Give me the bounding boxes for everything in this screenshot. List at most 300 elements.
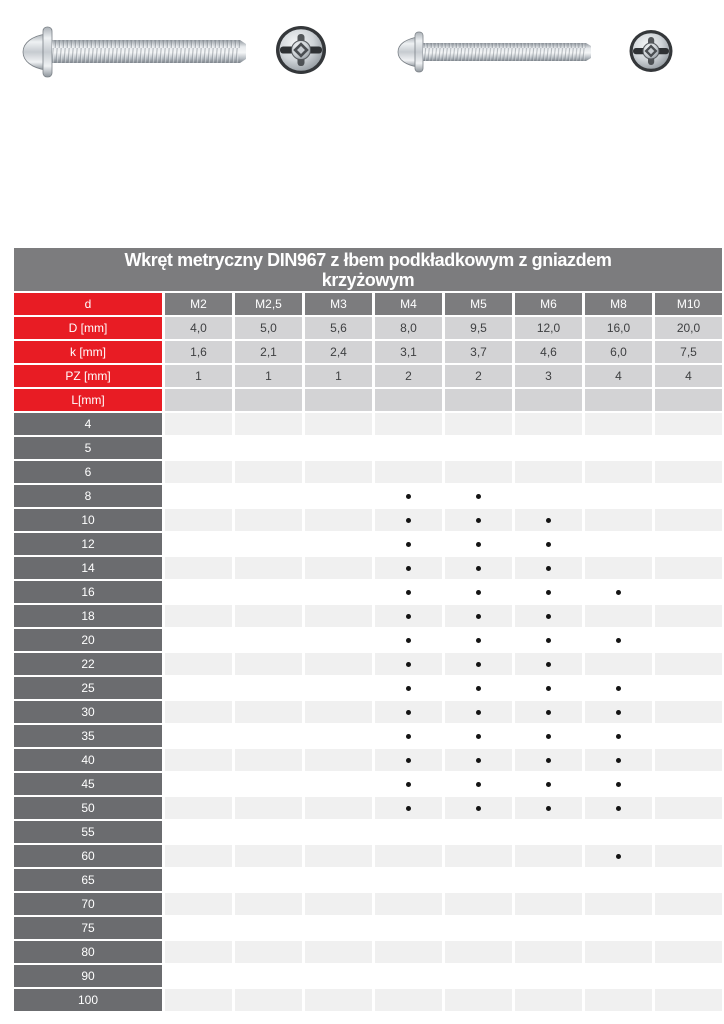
availability-cell	[655, 629, 722, 651]
availability-cell	[375, 845, 442, 867]
availability-dot	[406, 758, 411, 763]
availability-cell	[585, 749, 652, 771]
length-row-label: 12	[14, 533, 162, 555]
pozidriv-head-photo-right	[628, 28, 674, 74]
availability-cell	[585, 965, 652, 987]
availability-dot	[406, 542, 411, 547]
availability-dot	[546, 662, 551, 667]
availability-cell	[515, 749, 582, 771]
availability-cell	[165, 701, 232, 723]
spec-row-label: L[mm]	[14, 389, 162, 411]
length-row	[14, 677, 722, 699]
spec-row-label: d	[14, 293, 162, 315]
spec-value-cell: 16,0	[585, 317, 652, 339]
availability-cell	[305, 893, 372, 915]
length-row	[14, 893, 722, 915]
spec-value-cell: 4	[655, 365, 722, 387]
availability-cell	[585, 773, 652, 795]
availability-dot	[546, 710, 551, 715]
length-row-label: 60	[14, 845, 162, 867]
length-row	[14, 533, 722, 555]
availability-cell	[165, 653, 232, 675]
availability-cell	[305, 509, 372, 531]
availability-cell	[585, 941, 652, 963]
spec-value-cell: 6,0	[585, 341, 652, 363]
availability-cell	[445, 965, 512, 987]
availability-cell	[585, 509, 652, 531]
availability-cell	[445, 437, 512, 459]
availability-cell	[655, 533, 722, 555]
availability-dot	[476, 686, 481, 691]
spec-value-cell: 5,6	[305, 317, 372, 339]
spec-value-cell: 1,6	[165, 341, 232, 363]
availability-dot	[476, 710, 481, 715]
length-row-label: 40	[14, 749, 162, 771]
spec-value-cell: 3,1	[375, 341, 442, 363]
availability-cell	[165, 557, 232, 579]
length-row-label: 65	[14, 869, 162, 891]
availability-dot	[546, 686, 551, 691]
length-row	[14, 917, 722, 939]
availability-cell	[305, 989, 372, 1011]
spec-value-cell: 20,0	[655, 317, 722, 339]
length-row-label: 14	[14, 557, 162, 579]
table-title	[14, 248, 722, 291]
availability-cell	[445, 845, 512, 867]
availability-dot	[406, 494, 411, 499]
availability-dot	[406, 518, 411, 523]
column-header-cell: M4	[375, 293, 442, 315]
availability-dot	[406, 638, 411, 643]
length-row	[14, 653, 722, 675]
spec-value-cell: 4,6	[515, 341, 582, 363]
availability-cell	[375, 797, 442, 819]
availability-cell	[305, 965, 372, 987]
availability-cell	[655, 701, 722, 723]
spec-row	[14, 317, 722, 339]
availability-cell	[515, 629, 582, 651]
availability-cell	[305, 533, 372, 555]
availability-cell	[585, 653, 652, 675]
spec-value-cell: 3,7	[445, 341, 512, 363]
length-row-label: 75	[14, 917, 162, 939]
availability-cell	[165, 677, 232, 699]
availability-cell	[235, 989, 302, 1011]
availability-cell	[375, 965, 442, 987]
availability-dot	[406, 710, 411, 715]
availability-dot	[476, 542, 481, 547]
availability-cell	[305, 413, 372, 435]
availability-cell	[515, 965, 582, 987]
length-row	[14, 989, 722, 1011]
availability-cell	[445, 917, 512, 939]
availability-dot	[546, 782, 551, 787]
length-row-label: 70	[14, 893, 162, 915]
availability-cell	[515, 701, 582, 723]
availability-cell	[165, 845, 232, 867]
availability-cell	[585, 845, 652, 867]
column-header-cell: M10	[655, 293, 722, 315]
availability-cell	[305, 653, 372, 675]
availability-dot	[546, 758, 551, 763]
length-row	[14, 749, 722, 771]
availability-cell	[515, 989, 582, 1011]
availability-cell	[305, 629, 372, 651]
availability-cell	[445, 557, 512, 579]
length-row-label: 45	[14, 773, 162, 795]
length-row	[14, 629, 722, 651]
availability-dot	[546, 518, 551, 523]
availability-dot	[476, 614, 481, 619]
availability-cell	[515, 917, 582, 939]
availability-cell	[515, 509, 582, 531]
availability-cell	[375, 581, 442, 603]
spec-value-cell	[655, 389, 722, 411]
availability-cell	[445, 509, 512, 531]
availability-cell	[585, 485, 652, 507]
availability-cell	[585, 581, 652, 603]
availability-cell	[375, 485, 442, 507]
availability-cell	[445, 749, 512, 771]
availability-cell	[165, 437, 232, 459]
availability-cell	[235, 941, 302, 963]
availability-cell	[515, 677, 582, 699]
availability-cell	[585, 629, 652, 651]
availability-cell	[445, 581, 512, 603]
availability-dot	[546, 542, 551, 547]
availability-cell	[585, 533, 652, 555]
availability-cell	[375, 437, 442, 459]
table-rows	[14, 293, 722, 1011]
availability-cell	[655, 461, 722, 483]
availability-cell	[235, 461, 302, 483]
length-row-label: 20	[14, 629, 162, 651]
spec-row	[14, 365, 722, 387]
length-row	[14, 509, 722, 531]
column-header-cell: M3	[305, 293, 372, 315]
availability-cell	[445, 653, 512, 675]
availability-cell	[375, 629, 442, 651]
availability-cell	[165, 989, 232, 1011]
length-row	[14, 773, 722, 795]
availability-cell	[235, 749, 302, 771]
column-header-cell: M5	[445, 293, 512, 315]
availability-cell	[165, 533, 232, 555]
availability-cell	[445, 797, 512, 819]
product-photos-banner	[0, 0, 724, 240]
availability-dot	[476, 734, 481, 739]
availability-cell	[655, 821, 722, 843]
availability-cell	[165, 941, 232, 963]
availability-cell	[375, 893, 442, 915]
availability-cell	[515, 893, 582, 915]
availability-cell	[305, 605, 372, 627]
availability-cell	[445, 701, 512, 723]
availability-cell	[165, 869, 232, 891]
availability-cell	[375, 509, 442, 531]
availability-cell	[585, 437, 652, 459]
length-row	[14, 605, 722, 627]
availability-cell	[305, 725, 372, 747]
spec-value-cell: 2	[445, 365, 512, 387]
length-row-label: 80	[14, 941, 162, 963]
availability-cell	[235, 917, 302, 939]
availability-cell	[165, 413, 232, 435]
length-row-label: 50	[14, 797, 162, 819]
availability-cell	[235, 845, 302, 867]
availability-cell	[235, 533, 302, 555]
length-row	[14, 845, 722, 867]
availability-cell	[585, 557, 652, 579]
length-row-label: 30	[14, 701, 162, 723]
length-row-label: 5	[14, 437, 162, 459]
availability-cell	[375, 821, 442, 843]
length-row-label: 4	[14, 413, 162, 435]
spec-row-label: D [mm]	[14, 317, 162, 339]
availability-cell	[655, 749, 722, 771]
availability-cell	[235, 413, 302, 435]
availability-cell	[235, 965, 302, 987]
availability-dot	[406, 566, 411, 571]
spec-value-cell	[305, 389, 372, 411]
availability-cell	[445, 629, 512, 651]
availability-cell	[305, 845, 372, 867]
availability-cell	[235, 509, 302, 531]
length-row	[14, 797, 722, 819]
availability-cell	[165, 821, 232, 843]
availability-cell	[515, 581, 582, 603]
availability-cell	[375, 773, 442, 795]
availability-cell	[515, 869, 582, 891]
length-row	[14, 821, 722, 843]
length-row-label: 22	[14, 653, 162, 675]
availability-cell	[655, 965, 722, 987]
availability-cell	[445, 677, 512, 699]
length-row-label: 100	[14, 989, 162, 1011]
availability-dot	[616, 806, 621, 811]
table-title-text: Wkręt metryczny DIN967 z łbem podkładkowym z gniazdem krzyżowym	[124, 249, 612, 290]
availability-cell	[655, 845, 722, 867]
column-header-cell: M2,5	[235, 293, 302, 315]
availability-cell	[375, 413, 442, 435]
availability-cell	[165, 965, 232, 987]
availability-cell	[165, 605, 232, 627]
availability-cell	[235, 701, 302, 723]
availability-dot	[546, 590, 551, 595]
availability-cell	[375, 653, 442, 675]
availability-cell	[585, 605, 652, 627]
availability-cell	[585, 701, 652, 723]
availability-dot	[476, 662, 481, 667]
availability-dot	[476, 518, 481, 523]
availability-cell	[655, 773, 722, 795]
availability-cell	[235, 557, 302, 579]
length-row-label: 6	[14, 461, 162, 483]
availability-cell	[655, 797, 722, 819]
availability-cell	[445, 893, 512, 915]
length-row	[14, 557, 722, 579]
spec-value-cell	[375, 389, 442, 411]
length-row	[14, 941, 722, 963]
spec-row-label: k [mm]	[14, 341, 162, 363]
availability-dot	[476, 806, 481, 811]
spec-value-cell: 2,4	[305, 341, 372, 363]
availability-cell	[445, 605, 512, 627]
length-row	[14, 485, 722, 507]
availability-cell	[235, 797, 302, 819]
availability-cell	[655, 485, 722, 507]
availability-cell	[375, 917, 442, 939]
availability-dot	[476, 758, 481, 763]
availability-dot	[616, 686, 621, 691]
column-header-cell: M2	[165, 293, 232, 315]
availability-cell	[375, 869, 442, 891]
availability-cell	[165, 509, 232, 531]
availability-cell	[655, 725, 722, 747]
availability-cell	[655, 677, 722, 699]
availability-cell	[235, 629, 302, 651]
availability-cell	[445, 485, 512, 507]
availability-cell	[305, 677, 372, 699]
availability-cell	[235, 485, 302, 507]
availability-cell	[515, 821, 582, 843]
length-row-label: 16	[14, 581, 162, 603]
availability-cell	[585, 461, 652, 483]
spec-value-cell: 4	[585, 365, 652, 387]
availability-cell	[165, 581, 232, 603]
availability-cell	[655, 917, 722, 939]
availability-cell	[305, 701, 372, 723]
availability-cell	[445, 461, 512, 483]
availability-cell	[655, 653, 722, 675]
availability-cell	[515, 557, 582, 579]
availability-dot	[616, 782, 621, 787]
availability-cell	[165, 629, 232, 651]
availability-cell	[585, 413, 652, 435]
availability-cell	[235, 725, 302, 747]
spec-value-cell: 2,1	[235, 341, 302, 363]
availability-cell	[655, 413, 722, 435]
availability-cell	[585, 869, 652, 891]
availability-dot	[616, 638, 621, 643]
availability-cell	[165, 797, 232, 819]
availability-cell	[445, 725, 512, 747]
spec-value-cell: 8,0	[375, 317, 442, 339]
spec-value-cell: 9,5	[445, 317, 512, 339]
spec-value-cell: 1	[165, 365, 232, 387]
availability-dot	[546, 638, 551, 643]
availability-cell	[445, 869, 512, 891]
availability-cell	[655, 581, 722, 603]
availability-cell	[655, 605, 722, 627]
availability-cell	[445, 941, 512, 963]
availability-dot	[406, 734, 411, 739]
availability-cell	[375, 989, 442, 1011]
spec-table	[14, 248, 722, 1011]
availability-cell	[515, 413, 582, 435]
availability-cell	[585, 821, 652, 843]
availability-cell	[305, 773, 372, 795]
spec-value-cell: 4,0	[165, 317, 232, 339]
length-row-label: 8	[14, 485, 162, 507]
availability-cell	[375, 461, 442, 483]
availability-cell	[375, 605, 442, 627]
availability-cell	[235, 605, 302, 627]
availability-cell	[165, 773, 232, 795]
length-row-label: 25	[14, 677, 162, 699]
availability-cell	[305, 437, 372, 459]
spec-row-label: PZ [mm]	[14, 365, 162, 387]
spec-value-cell	[165, 389, 232, 411]
screw-side-photo-left	[18, 24, 248, 80]
availability-cell	[655, 989, 722, 1011]
availability-dot	[476, 638, 481, 643]
availability-cell	[585, 917, 652, 939]
availability-dot	[546, 566, 551, 571]
availability-cell	[235, 677, 302, 699]
length-row-label: 18	[14, 605, 162, 627]
availability-cell	[235, 437, 302, 459]
availability-dot	[616, 710, 621, 715]
availability-dot	[546, 734, 551, 739]
spec-value-cell	[585, 389, 652, 411]
length-row	[14, 725, 722, 747]
availability-cell	[515, 461, 582, 483]
spec-value-cell: 5,0	[235, 317, 302, 339]
availability-cell	[655, 869, 722, 891]
availability-cell	[165, 749, 232, 771]
availability-dot	[616, 854, 621, 859]
availability-cell	[375, 749, 442, 771]
availability-cell	[655, 557, 722, 579]
availability-cell	[445, 773, 512, 795]
length-row-label: 10	[14, 509, 162, 531]
availability-cell	[585, 725, 652, 747]
spec-value-cell	[515, 389, 582, 411]
length-row	[14, 437, 722, 459]
availability-cell	[515, 725, 582, 747]
availability-dot	[476, 566, 481, 571]
availability-dot	[616, 590, 621, 595]
availability-cell	[305, 485, 372, 507]
availability-cell	[655, 893, 722, 915]
availability-cell	[655, 437, 722, 459]
availability-cell	[305, 461, 372, 483]
column-header-cell: M8	[585, 293, 652, 315]
availability-dot	[546, 614, 551, 619]
availability-cell	[375, 533, 442, 555]
availability-dot	[406, 782, 411, 787]
availability-cell	[445, 989, 512, 1011]
availability-cell	[165, 485, 232, 507]
availability-cell	[515, 941, 582, 963]
screw-side-photo-right	[394, 30, 594, 74]
availability-cell	[585, 797, 652, 819]
availability-dot	[406, 686, 411, 691]
spec-value-cell: 2	[375, 365, 442, 387]
availability-cell	[235, 893, 302, 915]
availability-cell	[585, 677, 652, 699]
length-row-label: 35	[14, 725, 162, 747]
spec-value-cell: 1	[305, 365, 372, 387]
length-row	[14, 701, 722, 723]
availability-cell	[305, 557, 372, 579]
availability-cell	[305, 821, 372, 843]
availability-cell	[515, 653, 582, 675]
spec-row	[14, 341, 722, 363]
availability-cell	[515, 797, 582, 819]
length-row	[14, 581, 722, 603]
